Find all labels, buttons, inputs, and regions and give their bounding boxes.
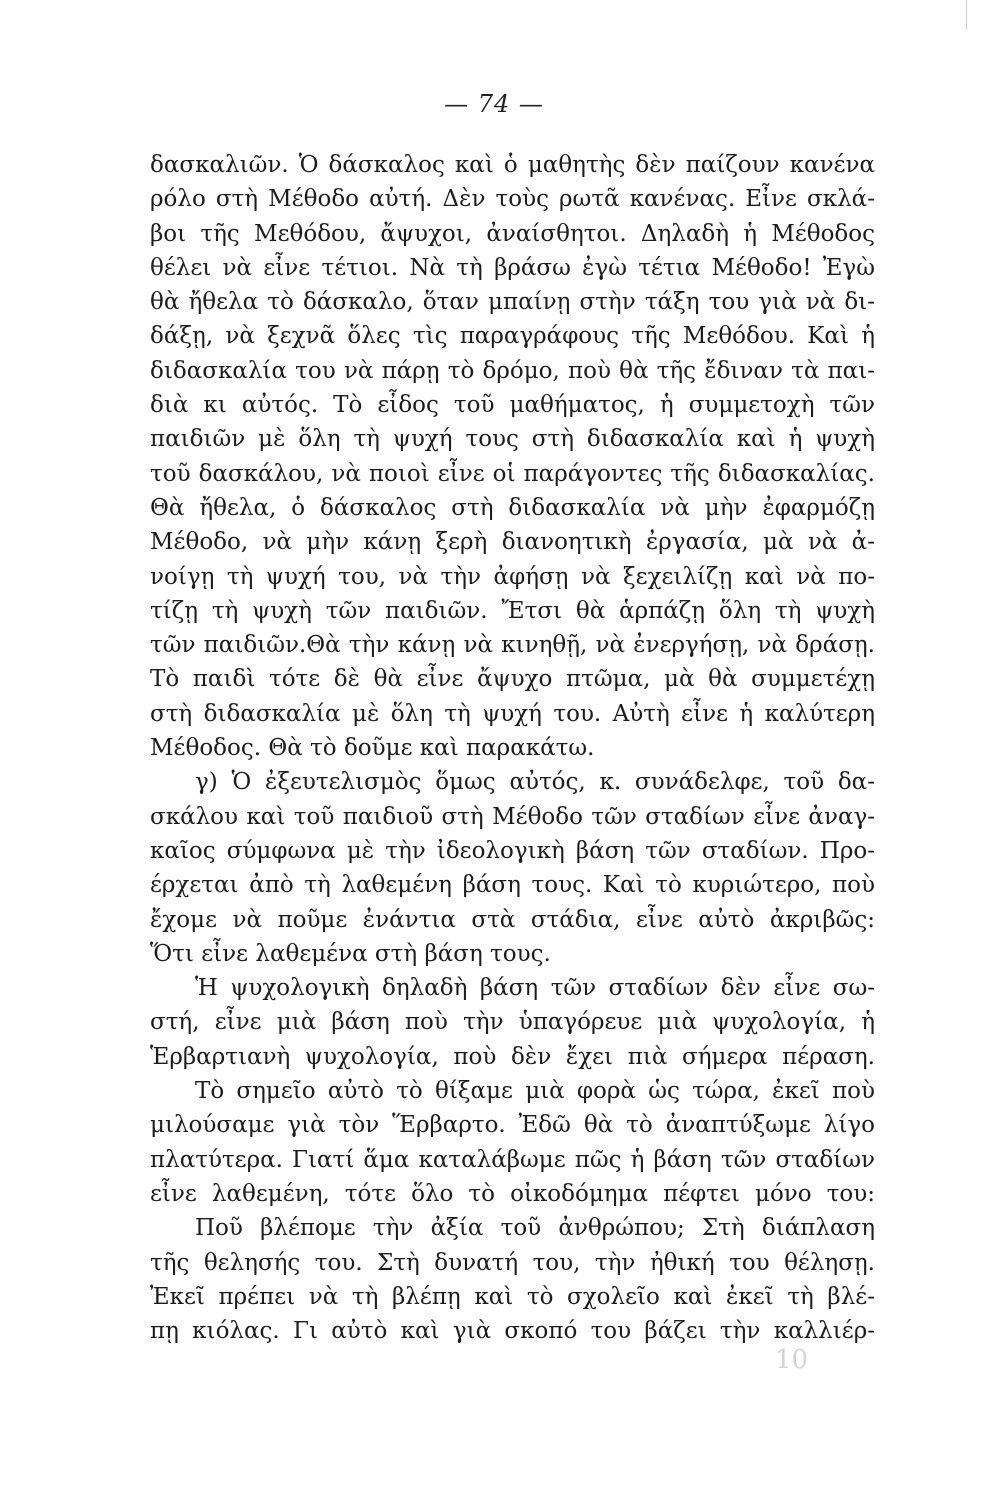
text-line: Ἑρβαρτιανὴ ψυχολογία, ποὺ δὲν ἔχει πιὰ σήμερα πέραση. bbox=[150, 1043, 875, 1070]
text-line: τῶν παιδιῶν.Θὰ τὴν κάνῃ νὰ κινηθῇ, νὰ ἐνεργήσῃ, νὰ δράσῃ. bbox=[150, 632, 875, 659]
text-line: Τὸ παιδὶ τότε δὲ θὰ εἶνε ἄψυχο πτῶμα, μὰ θὰ συμμετέχῃ bbox=[150, 666, 875, 693]
text-line: νοίγῃ τὴ ψυχή του, νὰ τὴν ἀφήσῃ νὰ ξεχειλίζῃ καὶ νὰ πο- bbox=[150, 563, 875, 590]
text-line: Ποῦ βλέπομε τὴν ἀξία τοῦ ἀνθρώπου; Στὴ διάπλαση bbox=[195, 1215, 875, 1242]
text-line: Μέθοδος. Θὰ τὸ δοῦμε καὶ παρακάτω. bbox=[150, 735, 595, 762]
text-line: Θὰ ἤθελα, ὁ δάσκαλος στὴ διδασκαλία νὰ μὴν ἐφαρμόζῃ bbox=[150, 494, 875, 521]
text-line: δασκαλιῶν. Ὁ δάσκαλος καὶ ὁ μαθητὴς δὲν παίζουν κανένα bbox=[150, 152, 875, 178]
text-line: Τὸ σημεῖο αὐτὸ τὸ θίξαμε μιὰ φορὰ ὡς τώρα, ἐκεῖ ποὺ bbox=[195, 1078, 875, 1105]
page-edge-mark bbox=[966, 0, 970, 30]
text-line: έρχεται ἀπὸ τὴ λαθεμένη βάση τους. Καὶ τὸ κυριώτερο, ποὺ bbox=[150, 872, 875, 899]
text-line: τῆς θελησής του. Στὴ δυνατή του, τὴν ἠθική του θέλησῃ. bbox=[150, 1249, 875, 1276]
bleed-through-number: 10 bbox=[775, 1345, 809, 1375]
text-line: πῃ κιόλας. Γι αὐτὸ καὶ γιὰ σκοπό του βάζει τὴν καλλιέρ- bbox=[150, 1318, 875, 1345]
text-line: Ὅτι εἶνε λαθεμένα στὴ βάση τους. bbox=[150, 940, 551, 967]
text-line: τίζῃ τὴ ψυχὴ τῶν παιδιῶν. Ἔτσι θὰ ἁρπάζῃ ὅλη τὴ ψυχὴ bbox=[150, 597, 875, 624]
text-line: καῖος σύμφωνα μὲ τὴν ἰδεολογικὴ βάση τῶν σταδίων. Προ- bbox=[150, 837, 875, 864]
text-line: πλατύτερα. Γιατί ἅμα καταλάβωμε πῶς ἡ βάση τῶν σταδίων bbox=[150, 1146, 875, 1173]
text-line: παιδιῶν μὲ ὅλη τὴ ψυχή τους στὴ διδασκαλία καὶ ἡ ψυχὴ bbox=[150, 426, 875, 453]
text-line: Μέθοδο, νὰ μὴν κάνῃ ξερὴ διανοητικὴ ἐργασία, μὰ νὰ ἀ- bbox=[150, 529, 875, 556]
text-line: στή, εἶνε μιὰ βάση ποὺ τὴν ὑπαγόρευε μιὰ ψυχολογία, ἡ bbox=[150, 1009, 875, 1036]
text-line: Ἐκεῖ πρέπει νὰ τὴ βλέπῃ καὶ τὸ σχολεῖο καὶ ἐκεῖ τὴ βλέ- bbox=[150, 1283, 875, 1310]
text-line: διὰ κι αὐτός. Τὸ εἶδος τοῦ μαθήματος, ἡ συμμετοχὴ τῶν bbox=[150, 392, 875, 419]
text-line: μιλούσαμε γιὰ τὸν Ἕρβαρτο. Ἐδῶ θὰ τὸ ἀναπτύξωμε λίγο bbox=[150, 1112, 875, 1139]
text-line: τοῦ δασκάλου, νὰ ποιοὶ εἶνε οἱ παράγοντες τῆς διδασκαλίας. bbox=[150, 460, 875, 487]
text-line: γ) Ὁ ἐξευτελισμὸς ὅμως αὐτός, κ. συνάδελφε, τοῦ δα- bbox=[195, 769, 875, 796]
body-text bbox=[150, 148, 875, 1348]
text-line: στὴ διδασκαλία μὲ ὅλη τὴ ψυχή του. Αὐτὴ εἶνε ἡ καλύτερη bbox=[150, 700, 875, 727]
text-line: δάξῃ, νὰ ξεχνᾶ ὅλες τὶς παραγράφους τῆς Μεθόδου. Καὶ ἡ bbox=[150, 323, 875, 350]
text-line: θέλει νὰ εἶνε τέτιοι. Νὰ τὴ βράσω ἐγὼ τέτια Μέθοδο! Ἐγὼ bbox=[150, 254, 875, 281]
text-line: σκάλου καὶ τοῦ παιδιοῦ στὴ Μέθοδο τῶν σταδίων εἶνε ἀναγ- bbox=[150, 803, 875, 830]
text-line: ρόλο στὴ Μέθοδο αὐτή. Δὲν τοὺς ρωτᾶ κανένας. Εἶνε σκλά- bbox=[150, 186, 875, 213]
text-line: εἶνε λαθεμένη, τότε ὅλο τὸ οἰκοδόμημα πέφτει μόνο του: bbox=[150, 1180, 875, 1207]
page-number: — 74 — bbox=[444, 90, 544, 118]
text-line: ἔχομε νὰ ποῦμε ἐνάντια στὰ στάδια, εἶνε αὐτὸ ἀκριβῶς: bbox=[150, 906, 875, 933]
text-line: Ἡ ψυχολογικὴ δηλαδὴ βάση τῶν σταδίων δὲν εἶνε σω- bbox=[195, 975, 875, 1002]
text-line: διδασκαλία του νὰ πάρῃ τὸ δρόμο, ποὺ θὰ τῆς ἔδιναν τὰ παι- bbox=[150, 357, 875, 384]
text-line: θὰ ἤθελα τὸ δάσκαλο, ὅταν μπαίνῃ στὴν τάξη του γιὰ νὰ δι- bbox=[150, 289, 875, 316]
text-line: βοι τῆς Μεθόδου, ἄψυχοι, ἀναίσθητοι. Δηλαδὴ ἡ Μέθοδος bbox=[150, 220, 875, 247]
